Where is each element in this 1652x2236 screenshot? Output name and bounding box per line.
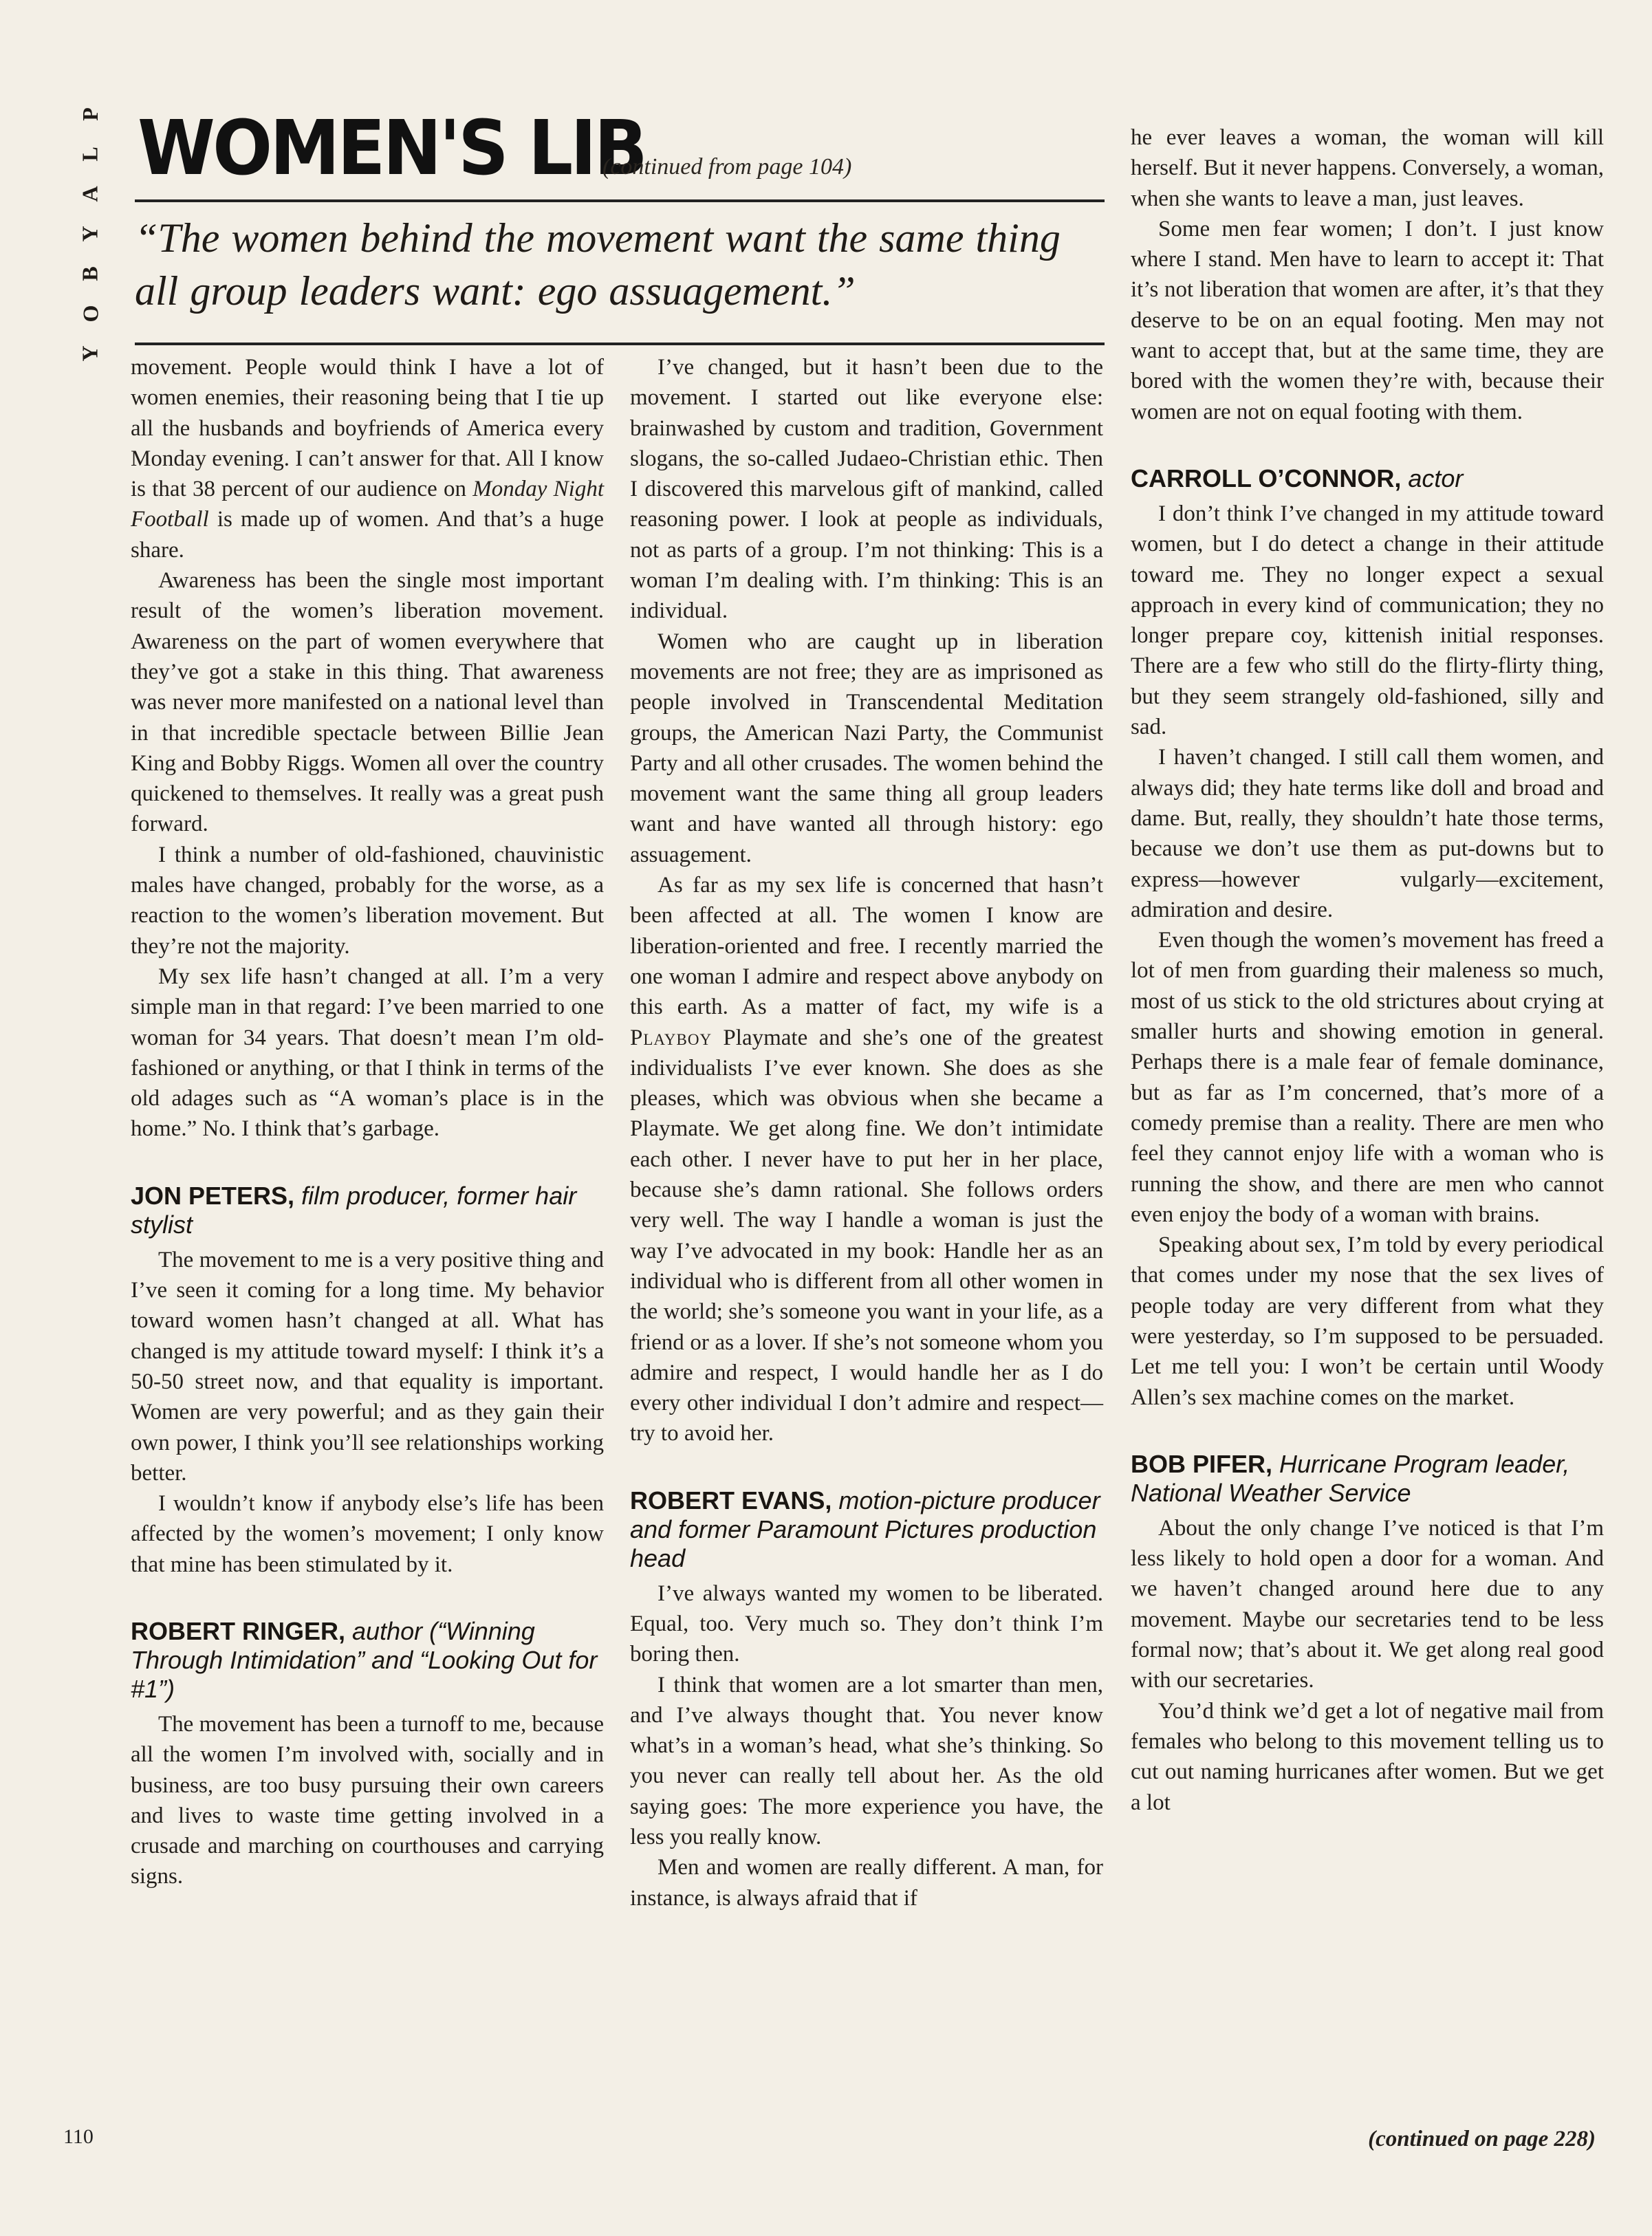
speaker-heading [131,1617,604,1704]
paragraph: Women who are caught up in liberation movements are not free; they are as imprisoned as people involved in Transcendental Meditation groups, the American Nazi Party, the Communist Party and all other crusades. The women behind the movement want the same thing all group leaders want and have wanted all through history: ego assuagement. [630,629,1103,867]
paragraph: Awareness has been the single most important result of the women’s liberation movement. Awareness on the part of women everywhere that they’ve got a stake in this thing. That awareness was never more manifested on a national level than in that incredible spectacle between Billie Jean King and Bobby Riggs. Women all over the country quickened to themselves. It really was a great push forward. [131,568,604,837]
logo-letter: P [77,107,102,121]
logo-letter: Y [77,226,102,242]
paragraph: I’ve changed, but it hasn’t been due to the movement. I started out like everyone else: brainwashed by custom and tradition, Government slogans, the so-called Judaeo-Christian ethic. Then I discovered this marvelous gift of mankind, called reasoning power. I look at people as individuals, not as parts of a group. I’m not thinking: This is a woman I’m dealing with. I’m thinking: This is an individual. [630,355,1103,624]
paragraph: I think a number of old-fashioned, chauvinistic males have changed, probably for the worse, as a reaction to the women’s liberation movement. But they’re not the majority. [131,842,604,959]
speaker-name: CARROLL O’CONNOR, [1131,464,1402,492]
speaker-heading [1131,464,1604,493]
paragraph: Men and women are really different. A man, for instance, is always afraid that if [630,1855,1103,1911]
paragraph: Some men fear women; I don’t. I just know where I stand. Men have to learn to accept it: That it’s not liberation that women are after, it’s that they deserve to be on an equal footing. Men may not want to accept that, but at the same time, they are bored with the women they’re with, because their women are not on equal footing with them. [1131,216,1604,424]
headline-rule [135,199,1105,202]
paragraph: As far as my sex life is concerned that hasn’t been affected at all. The women I know are liberation-oriented and free. I recently married the one woman I admire and respect above anybody on this earth. As a matter of fact, my wife is a Playboy Playmate and she’s one of the greatest individualists I’ve ever known. She does as she pleases, which was obvious when she became a Playmate. We get along fine. We don’t intimidate each other. I never have to put her in her place, because she’s damn rational. She follows orders very well. The way I handle a woman is just the way I’ve advocated in my book: Handle her as an individual who is different from all other women in the world; she’s someone you want in your life, as a friend or as a lover. If she’s not someone whom you admire and respect, I would handle her as I do every other individual I don’t admire and respect—try to avoid her. [630,873,1103,1446]
text-column-3 [1131,122,1604,1818]
paragraph: Speaking about sex, I’m told by every periodical that comes under my nose that the sex lives of people today are very different from what they were yesterday, so I’m supposed to be persuaded. Let me tell you: I won’t be certain until Woody Allen’s sex machine comes on the market. [1131,1233,1604,1410]
pull-quote-rule [135,343,1105,345]
paragraph: I haven’t changed. I still call them women, and always did; they hate terms like doll and broad and dame. But, really, they shouldn’t hate those terms, because we don’t use them as put-downs but to express—however vulgarly—excitement, admiration and desire. [1131,745,1604,922]
paragraph: he ever leaves a woman, the woman will kill herself. But it never happens. Conversely, a woman, when she wants to leave a man, just leaves. [1131,125,1604,211]
text-column-1 [131,352,604,1892]
speaker-role: author (“Winning Through Intimidation” and “Looking Out for #1”) [131,1616,598,1703]
continued-on-note: (continued on page 228) [1368,2127,1596,2151]
paragraph: I think that women are a lot smarter than men, and I’ve always thought that. You never know what’s in a woman’s head, what she’s thinking. So you never can really tell about her. As the old saying goes: The more experience you have, the less you really know. [630,1672,1103,1850]
speaker-heading [1131,1450,1604,1508]
speaker-heading [131,1182,604,1239]
paragraph: The movement to me is a very positive thing and I’ve seen it coming for a long time. My behavior toward women hasn’t changed at all. What has changed is my attitude toward myself: I think it’s a 50-50 street now, and that equality is important. Women are very powerful; and as they gain their own power, I think you’ll see relationships working better. [131,1247,604,1486]
logo-letter: L [78,146,102,162]
paragraph: I don’t think I’ve changed in my attitude toward women, but I do detect a change in their attitude toward me. They no longer expect a sexual approach in every kind of communication; they no longer prepare coy, kittenish initial responses. There are a few who still do the flirty-flirty thing, but they seem strangely old-fashioned, silly and sad. [1131,501,1604,740]
logo-letter: B [78,266,102,281]
paragraph: My sex life hasn’t changed at all. I’m a very simple man in that regard: I’ve been married to one woman for 34 years. That doesn’t mean I’m old-fashioned or anything, or that I think in terms of the old adages such as “A woman’s place is in the home.” No. I think that’s garbage. [131,964,604,1142]
logo-letter: Y [77,345,102,362]
speaker-name: ROBERT RINGER, [131,1616,346,1645]
speaker-role: film producer, former hair stylist [131,1181,577,1239]
speaker-name: ROBERT EVANS, [630,1486,832,1515]
continued-from-note: (continued from page 104) [602,154,852,180]
logo-letter: O [77,305,102,323]
pull-quote: “The women behind the movement want the same thing all group leaders want: ego assuagement.” [135,215,1061,314]
paragraph: About the only change I’ve noticed is that I’m less likely to hold open a door for a woman. And we haven’t changed around here due to any movement. Maybe our secretaries tend to be less formal now; that’s about it. We get along real good with our secretaries. [1131,1515,1604,1693]
playboy-side-logo [74,103,106,365]
speaker-name: JON PETERS, [131,1181,295,1210]
speaker-role: actor [1408,464,1464,492]
paragraph: You’d think we’d get a lot of negative mail from females who belong to this movement telling us to cut out naming hurricanes after women. But we get a lot [1131,1698,1604,1815]
speaker-heading [630,1486,1103,1573]
paragraph: The movement has been a turnoff to me, because all the women I’m involved with, socially and in business, are too busy pursuing their own careers and lives to waste time getting involved in a crusade and marching on courthouses and carrying signs. [131,1711,604,1889]
paragraph: I’ve always wanted my women to be liberated. Equal, too. Very much so. They don’t think I’m boring then. [630,1581,1103,1667]
text-column-2 [630,352,1103,1913]
paragraph: Even though the women’s movement has freed a lot of men from guarding their maleness so much, most of us stick to the old strictures about crying at smaller hurts and showing emotion in general. Perhaps there is a male fear of female dominance, but as far as I’m concerned, that’s more of a comedy premise than a reality. There are men who feel they cannot enjoy life with a woman who is running the show, and there are men who cannot even enjoy the body of a woman with brains. [1131,928,1604,1227]
logo-letter: A [77,186,102,202]
speaker-role: motion-picture producer and former Paramount Pictures production head [630,1486,1100,1572]
speaker-role: Hurricane Program leader, National Weather Service [1131,1449,1570,1507]
paragraph: movement. People would think I have a lot of women enemies, their reasoning being that I tie up all the husbands and boyfriends of America every Monday evening. I can’t answer for that. All I know is that 38 percent of our audience on Monday Night Football is made up of women. And that’s a huge share. [131,355,605,563]
headline-title: WOMEN'S LIB [138,104,646,192]
page-number: 110 [63,2125,94,2148]
paragraph: I wouldn’t know if anybody else’s life has been affected by the women’s movement; I only know that mine has been stimulated by it. [131,1491,604,1577]
speaker-name: BOB PIFER, [1131,1449,1273,1478]
article-headline [138,104,1107,199]
